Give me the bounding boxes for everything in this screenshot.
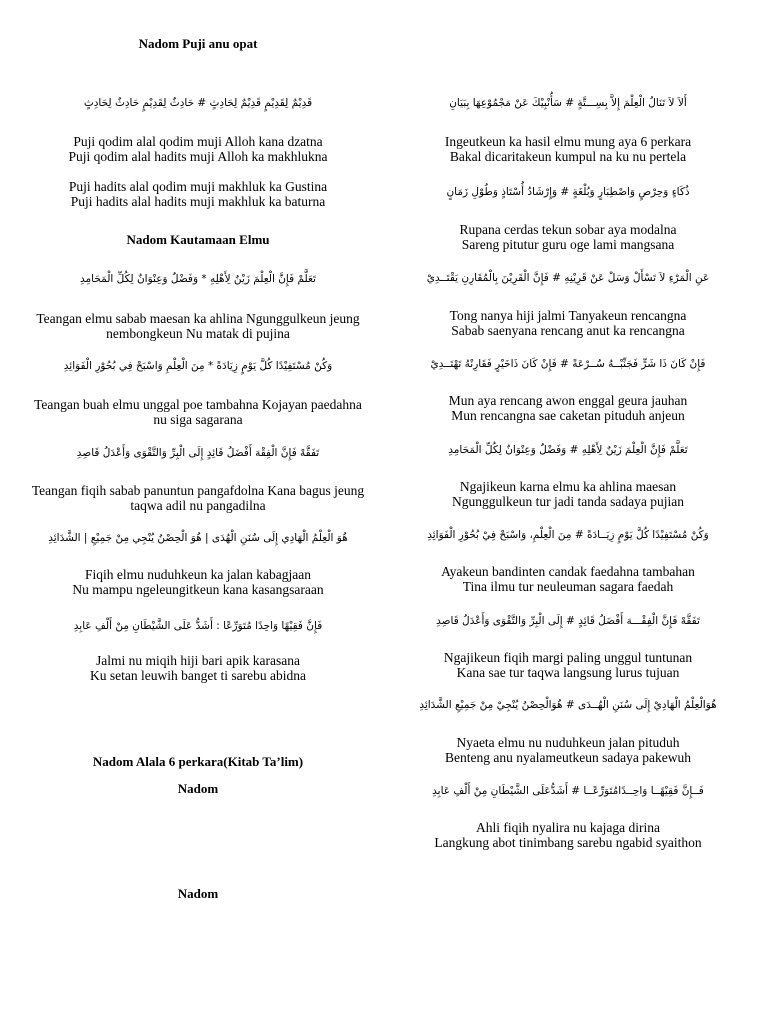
translation-line: Tong nanya hiji jalmi Tanyakeun rencangna	[449, 308, 687, 323]
arabic-verse: تَعَلَّمْ فَإِنَّ الْعِلْمَ زَيْنٌ لِأَهْلِهِ # وَفَضْلٌ وَعِنْوَانٌ لِكُلِّ الْمَحَامِدِ	[448, 444, 688, 456]
arabic-verse: تَفَقَّهْ فَإِنَّ الْفِقْـــهَ أَفْضَلُ قَائِدٍ # إِلَى الْبِرِّ وَالتَّقْوَى وَأَعْدَلُ قَاصِدِ	[436, 615, 700, 627]
puji-line: Puji hadits alal qodim muji makhluk ka Gustina	[68, 179, 328, 194]
translation-line: Mun rencangna sae caketan pituduh anjeun	[451, 408, 685, 423]
translation	[398, 479, 738, 509]
translation	[398, 222, 738, 252]
translation-line: Fiqih elmu nuduhkeun ka jalan kabagjaan	[84, 567, 312, 582]
arabic-verse: هُوَ الْعِلْمُ الْهَادِي إِلَى سُنَنِ الْهُدَى | هُوَ الْحِصْنُ يُنْجِي مِنْ جَمِيْعِ | الشَّدَائِدِ	[48, 532, 348, 544]
arabic-verse: فَــإِنَّ فَقِيْهًــا وَاحِــدًامُتَوَرِّعًــا # أَشَدُّعَلَى الشَّيْطَانِ مِنْ أَلْفِ عَابِدِ	[432, 785, 704, 797]
arabic-verse: تَعَلَّمْ فَإِنَّ الْعِلْمَ زَيْنٌ لِأَهْلِهِ * وَفَضْلٌ وَعِنْوَانٌ لِكُلِّ الْمَحَامِدِ	[80, 273, 316, 285]
translation-line: Teangan elmu sabab maesan ka ahlina Ngunggulkeun jeung	[36, 311, 360, 326]
translation-line: taqwa adil nu pangadilna	[130, 498, 266, 513]
translation-line: nu siga sagarana	[153, 412, 243, 427]
translation-line: Ku setan leuwih banget ti sarebu abidna	[90, 668, 306, 683]
translation	[398, 564, 738, 594]
translation-line: Tina ilmu tur neuleuman sagara faedah	[462, 579, 674, 594]
translation	[28, 311, 368, 341]
arabic-verse: وَكُنْ مُسْتَفِيْدًا كُلَّ يَوْمٍ زِيَــادَةً # مِنَ الْعِلْمِ، وَاسْبَحْ فِيْ بُحُوْرِ الْفَوَائِدِ	[427, 529, 709, 541]
translation-line: Kana sae tur taqwa langsung lurus tujuan	[456, 665, 680, 680]
arabic-verse: ذُكَاءٍ وَحِرْصٍ وَاصْطِبَارٍ وَبُلْغَةٍ # وَإِرْشَادُ أُسْتَاذٍ وَطُوْلِ زَمَانٍ	[446, 186, 690, 198]
translation-line: Mun aya rencang awon enggal geura jauhan	[448, 393, 688, 408]
puji-line: Puji qodim alal hadits muji Alloh ka makhlukna	[68, 149, 328, 164]
translation-line: nembongkeun Nu matak di pujina	[106, 326, 290, 341]
translation-line: Jalmi nu miqih hiji bari apik karasana	[96, 653, 300, 668]
puji-line: Puji qodim alal qodim muji Alloh kana dzatna	[73, 134, 323, 149]
translation	[398, 820, 738, 850]
arabic-verse: فَإِنَّ فَقِيْهًا وَاحِدًا مُتَوَرِّعًا : أَشَدُّ عَلَى الشَّيْطَانِ مِنْ أَلْفِ عَابِدِ	[73, 620, 323, 632]
translation	[398, 308, 738, 338]
translation-line: Rupana cerdas tekun sobar aya modalna	[459, 222, 677, 237]
translation-line: Nyaeta elmu nu nuduhkeun jalan pituduh	[456, 735, 680, 750]
translation-line: Ngajikeun karna elmu ka ahlina maesan	[459, 479, 677, 494]
puji-lines	[28, 179, 368, 209]
title-nadom: Nadom	[177, 781, 219, 796]
translation-line: Bakal dicaritakeun kumpul na ku nu pertela	[449, 149, 687, 164]
puji-line: Puji hadits alal hadits muji makhluk ka baturna	[70, 194, 326, 209]
translation	[28, 483, 368, 513]
arabic-verse: عَنِ الْمَرْءِ لاَ تَسْأَلْ وَسَلْ عَنْ قَرِيْنِهِ # فَإِنَّ الْقَرِيْنَ بِالْمُقَارِنِ يَقْتَــدِيْ	[426, 272, 710, 284]
title-kautamaan-elmu: Nadom Kautamaan Elmu	[126, 232, 270, 247]
translation-line: Ahli fiqih nyalira nu kajaga dirina	[475, 820, 661, 835]
translation-line: Teangan buah elmu unggal poe tambahna Kojayan paedahna	[34, 397, 362, 412]
translation	[398, 393, 738, 423]
translation-line: Sareng pitutur guru oge lami mangsana	[461, 237, 675, 252]
title-nadom-puji: Nadom Puji anu opat	[138, 36, 258, 51]
puji-lines	[28, 134, 368, 164]
arabic-verse: تَفَقَّهْ فَإِنَّ الْفِقْهَ أَفْضَلُ قَائِدٍ إِلَى الْبِرِّ وَالتَّقْوَى وَأَعْدَلُ قَاصِدِ	[76, 447, 320, 459]
translation-line: Teangan fiqih sabab panuntun pangafdolna Kana bagus jeung	[31, 483, 365, 498]
translation	[398, 735, 738, 765]
translation-line: Ayakeun bandinten candak faedahna tambahan	[441, 564, 695, 579]
translation	[28, 567, 368, 597]
translation-line: Sabab saenyana rencang anut ka rencangna	[451, 323, 685, 338]
arabic-verse: فَإِنْ كَانَ ذَا شَرٍّ فَجَنِّبْــهُ سُــرْعَةً # فَإِنْ كَانَ ذَاخَيْرٍ فَقَارِنْهُ تَهْتَــدِيْ	[430, 358, 706, 370]
translation	[28, 397, 368, 427]
translation-line: Ngunggulkeun tur jadi tanda sadaya pujian	[451, 494, 685, 509]
translation	[28, 653, 368, 683]
arabic-verse: قَدِيْمٌ لِقَدِيْمٍ قَدِيْمٌ لِحَادِثٍ # حَادِثٌ لِقَدِيْمٍ حَادِثٌ لِحَادِثٍ	[83, 97, 313, 109]
translation	[398, 650, 738, 680]
translation-line: Benteng anu nyalameutkeun sadaya pakewuh	[445, 750, 691, 765]
arabic-verse: هُوَالْعِلْمُ الْهَادِيْ إِلَى سُنَنِ الْهُــدَى # هُوَالْحِصْنُ يُنْجِيْ مِنْ جَمِيْعِ الشَّدَائِدِ	[419, 699, 717, 711]
translation-line: Ingeutkeun ka hasil elmu mung aya 6 perkara	[444, 134, 692, 149]
translation-line: Ngajikeun fiqih margi paling unggul tuntunan	[443, 650, 693, 665]
arabic-verse: وَكُنْ مُسْتَفِيْدًا كُلَّ يَوْمٍ زِيَادَةً * مِنَ الْعِلْمِ وَاسْبَحْ فِي بُحُوْرِ الْفَوَائِدِ	[63, 360, 333, 372]
translation-line: Nu mampu ngeleungitkeun kana kasangsaraan	[72, 582, 324, 597]
translation	[398, 134, 738, 164]
translation-line: Langkung abot tinimbang sarebu ngabid syaithon	[434, 835, 702, 850]
title-nadom: Nadom	[177, 886, 219, 901]
arabic-verse: أَلاَ لاَ تَنَالُ الْعِلْمَ إِلاَّ بِسِـــتَّةٍ # سَأُنْبِيْكَ عَنْ مَجْمُوْعِهَا بِبَيَانِ	[449, 97, 687, 109]
title-nadom-alala: Nadom Alala 6 perkara(Kitab Ta’lim)	[92, 754, 304, 769]
